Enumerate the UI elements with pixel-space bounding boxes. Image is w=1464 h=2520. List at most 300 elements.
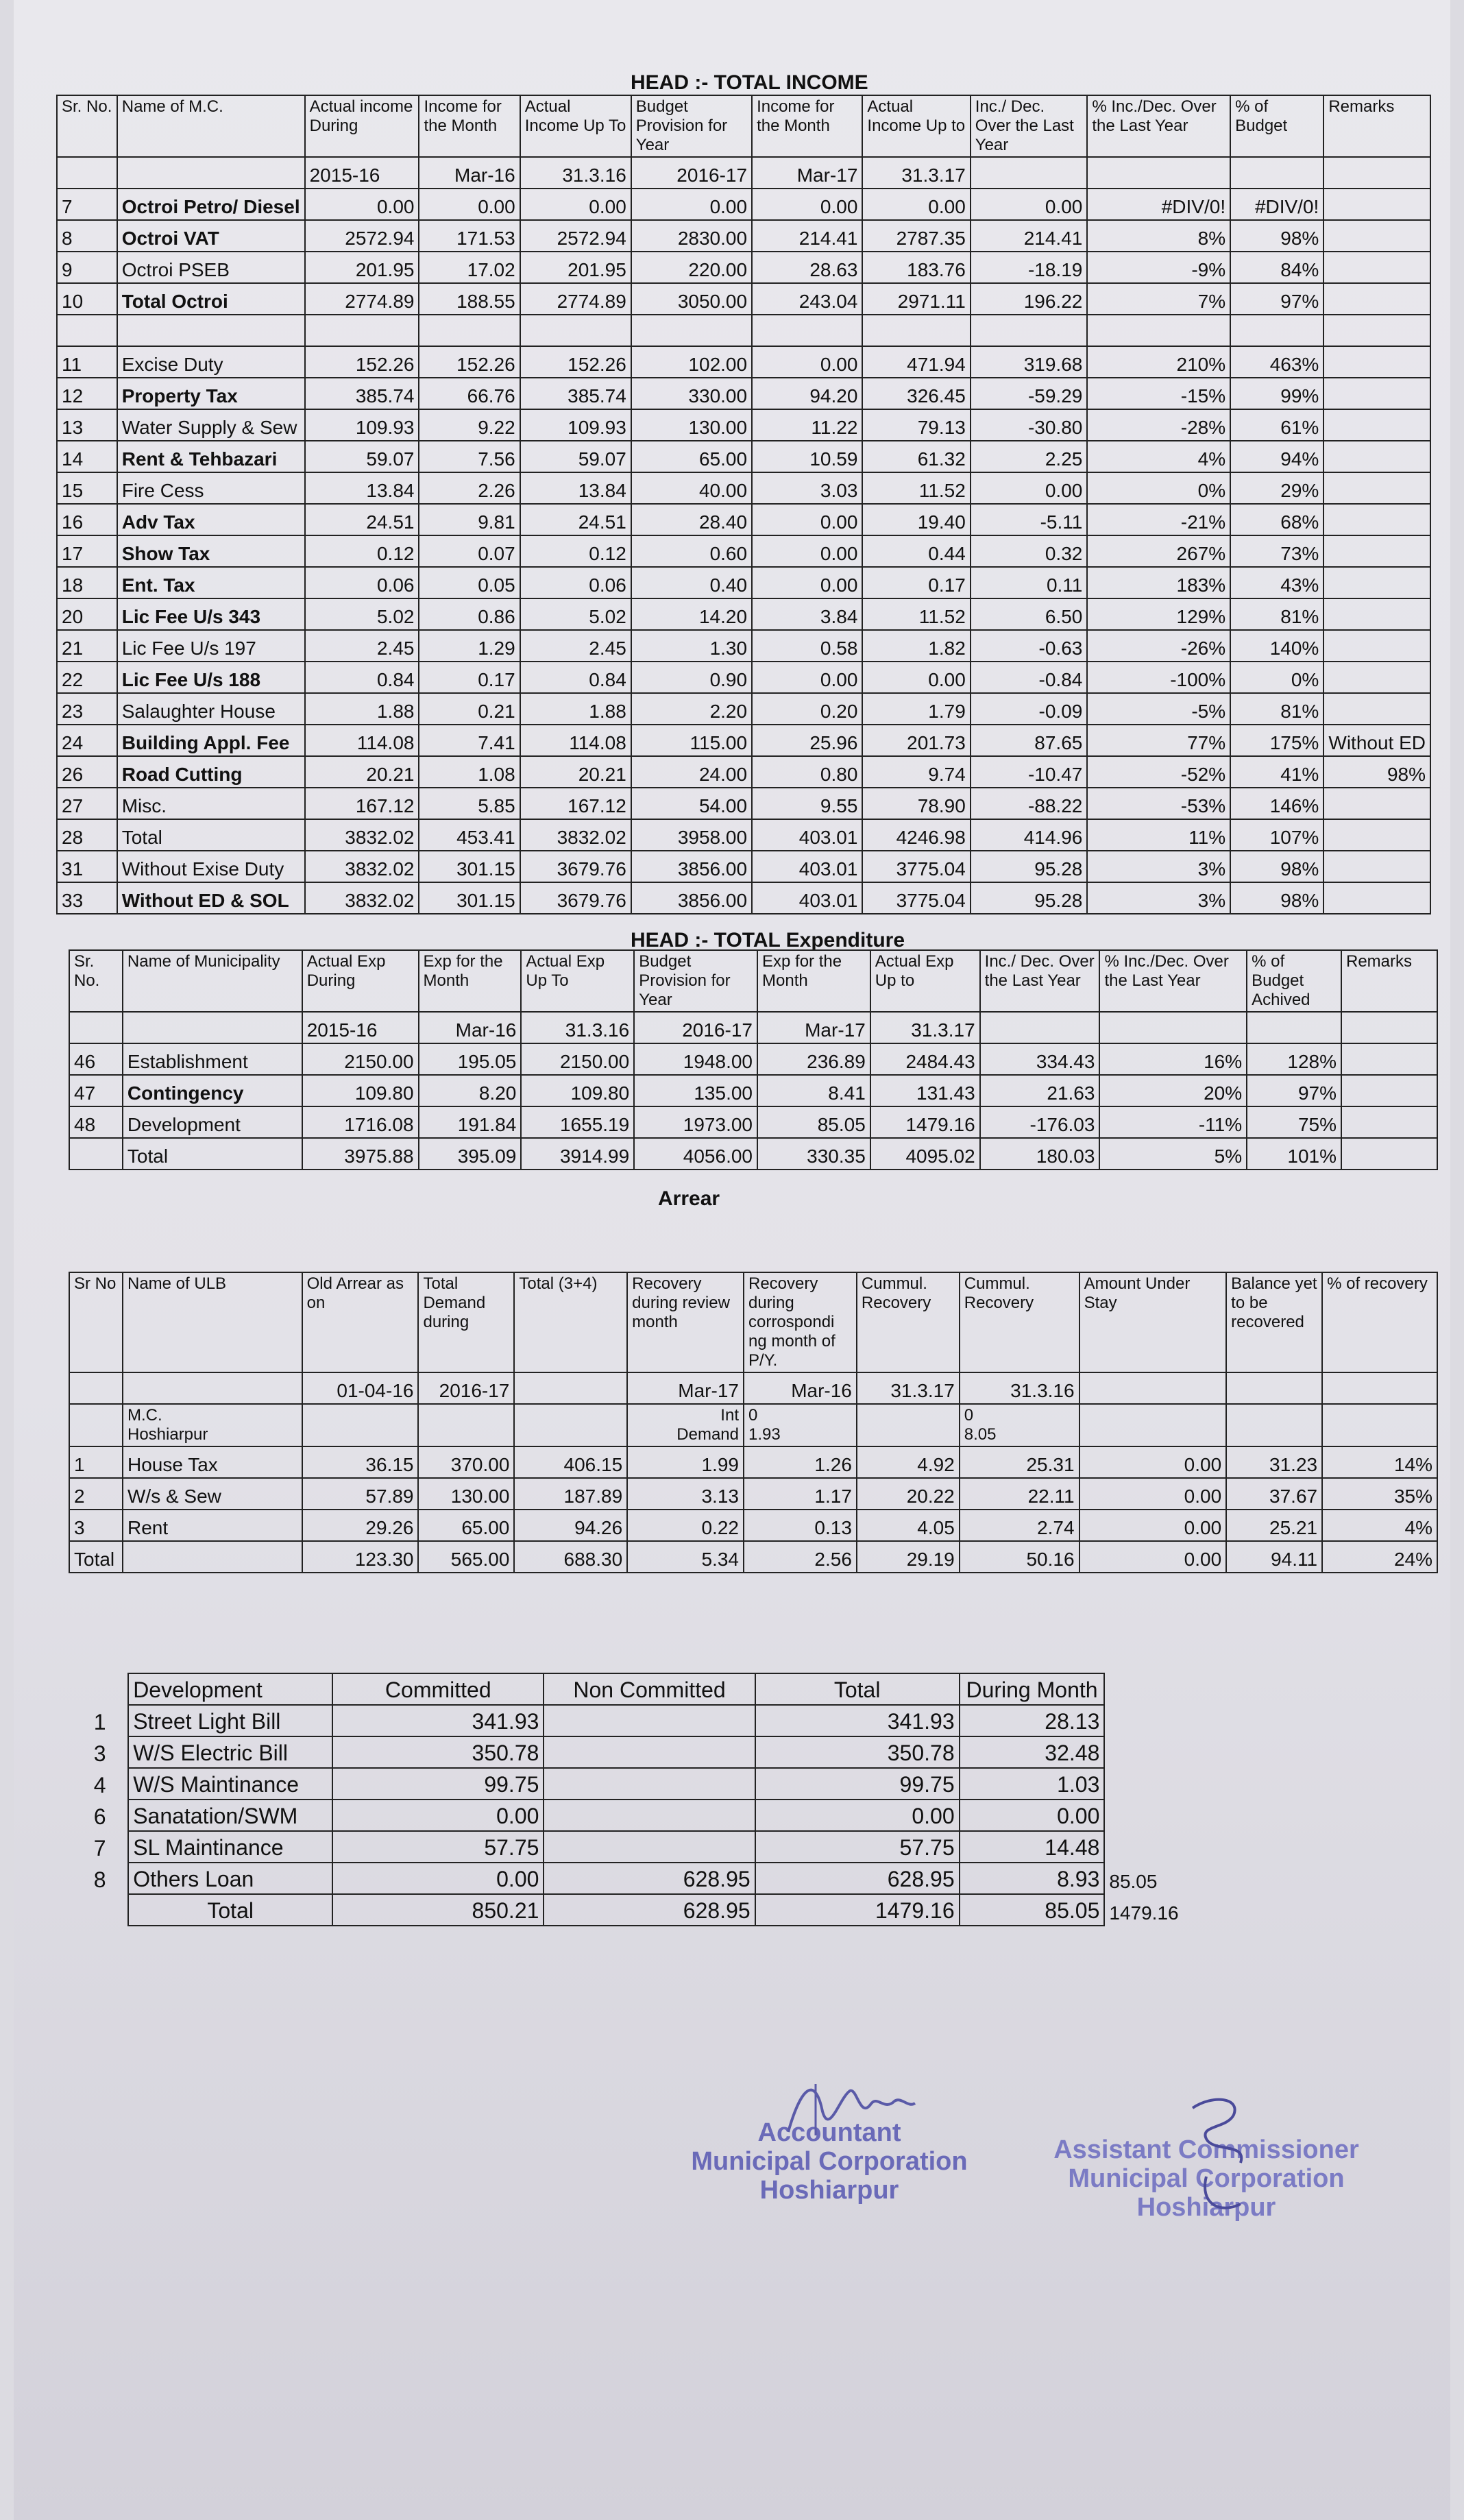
income-cell-9: -21% xyxy=(1087,504,1230,535)
income-cell-9: 4% xyxy=(1087,441,1230,472)
expenditure-header-1: Name of Municipality xyxy=(123,950,302,1012)
income-cell-0: 24 xyxy=(57,725,117,756)
income-cell-2: 109.93 xyxy=(305,409,419,441)
income-cell-7: 0.00 xyxy=(862,189,970,220)
income-row xyxy=(57,283,1430,315)
income-cell-11 xyxy=(1323,472,1430,504)
expenditure-cell-5: 1973.00 xyxy=(634,1106,757,1138)
income-row xyxy=(57,851,1430,882)
income-cell-7: 326.45 xyxy=(862,378,970,409)
income-cell-9: #DIV/0! xyxy=(1087,189,1230,220)
income-subheader-7: 31.3.17 xyxy=(862,157,970,189)
income-row xyxy=(57,409,1430,441)
development-header-3: Total xyxy=(755,1673,960,1705)
income-cell-6: 0.58 xyxy=(752,630,862,662)
income-cell-7: 1.82 xyxy=(862,630,970,662)
expenditure-cell-10: 97% xyxy=(1247,1075,1341,1106)
expenditure-subheader-3: Mar-16 xyxy=(419,1012,522,1043)
arrear-int-label: Int xyxy=(720,1406,739,1425)
arrear-cell-7: 4.05 xyxy=(857,1510,960,1541)
arrear-subheader-3: 2016-17 xyxy=(418,1372,514,1404)
arrear-mc-cell-0 xyxy=(69,1404,123,1446)
arrear-mc-line: M.C. xyxy=(127,1406,162,1425)
income-cell-3: 301.15 xyxy=(419,882,520,914)
arrear-subheader-row xyxy=(69,1372,1437,1404)
income-cell-3: 9.22 xyxy=(419,409,520,441)
income-cell-0: 26 xyxy=(57,756,117,788)
income-cell-6: 403.01 xyxy=(752,819,862,851)
income-cell-3: 1.29 xyxy=(419,630,520,662)
income-cell-6: 0.00 xyxy=(752,567,862,598)
income-cell-7: 3775.04 xyxy=(862,882,970,914)
expenditure-cell-8: -176.03 xyxy=(980,1106,1100,1138)
development-cell-3 xyxy=(544,1705,755,1736)
income-cell-11 xyxy=(1323,409,1430,441)
income-cell-0: 15 xyxy=(57,472,117,504)
development-cell-1: Others Loan xyxy=(128,1863,332,1894)
arrear-cell-2: 36.15 xyxy=(302,1446,419,1478)
development-cell-2: 350.78 xyxy=(332,1736,544,1768)
income-cell-1: Building Appl. Fee xyxy=(117,725,305,756)
income-cell-3 xyxy=(419,315,520,346)
income-cell-11 xyxy=(1323,378,1430,409)
income-cell-9: 129% xyxy=(1087,598,1230,630)
arrear-cell-9: 0.00 xyxy=(1079,1510,1227,1541)
income-header-8: Inc./ Dec. Over the Last Year xyxy=(971,95,1088,157)
income-cell-5: 0.60 xyxy=(631,535,752,567)
development-header-1: Committed xyxy=(332,1673,544,1705)
expenditure-cell-11 xyxy=(1341,1075,1437,1106)
income-cell-1: Property Tax xyxy=(117,378,305,409)
income-cell-9: 77% xyxy=(1087,725,1230,756)
income-subheader-5: 2016-17 xyxy=(631,157,752,189)
development-row xyxy=(72,1705,1196,1736)
commissioner-stamp-line3: Hoshiarpur xyxy=(1136,2193,1276,2222)
income-cell-1: Lic Fee U/s 343 xyxy=(117,598,305,630)
expenditure-cell-7: 4095.02 xyxy=(870,1138,980,1170)
income-cell-6: 11.22 xyxy=(752,409,862,441)
income-cell-7 xyxy=(862,315,970,346)
income-cell-10: 146% xyxy=(1230,788,1323,819)
arrear-cell-3: 65.00 xyxy=(418,1510,514,1541)
income-cell-6: 0.20 xyxy=(752,693,862,725)
accountant-signature-icon xyxy=(774,2070,925,2146)
expenditure-subheader-2: 2015-16 xyxy=(302,1012,419,1043)
income-cell-10: 463% xyxy=(1230,346,1323,378)
income-cell-11 xyxy=(1323,662,1430,693)
expenditure-row xyxy=(69,1106,1437,1138)
arrear-cell-5: 5.34 xyxy=(627,1541,744,1573)
arrear-cell-11: 14% xyxy=(1322,1446,1437,1478)
income-row xyxy=(57,882,1430,914)
income-cell-7: 1.79 xyxy=(862,693,970,725)
development-cell-3 xyxy=(544,1831,755,1863)
development-cell-1: Street Light Bill xyxy=(128,1705,332,1736)
arrear-cell-10: 94.11 xyxy=(1226,1541,1322,1573)
income-cell-2: 20.21 xyxy=(305,756,419,788)
expenditure-header-7: Actual Exp Up to xyxy=(870,950,980,1012)
income-cell-0: 23 xyxy=(57,693,117,725)
arrear-cell-2: 29.26 xyxy=(302,1510,419,1541)
arrear-subheader-11 xyxy=(1322,1372,1437,1404)
income-cell-11 xyxy=(1323,441,1430,472)
income-cell-2: 0.12 xyxy=(305,535,419,567)
income-cell-3: 9.81 xyxy=(419,504,520,535)
development-cell-3 xyxy=(544,1736,755,1768)
income-cell-2: 3832.02 xyxy=(305,882,419,914)
income-cell-9: 267% xyxy=(1087,535,1230,567)
income-cell-9: 183% xyxy=(1087,567,1230,598)
income-cell-8: 6.50 xyxy=(971,598,1088,630)
expenditure-cell-8: 334.43 xyxy=(980,1043,1100,1075)
income-cell-3: 0.00 xyxy=(419,189,520,220)
income-cell-2: 0.84 xyxy=(305,662,419,693)
arrear-cell-8: 2.74 xyxy=(960,1510,1079,1541)
expenditure-header-9: % Inc./Dec. Over the Last Year xyxy=(1099,950,1247,1012)
development-cell-6 xyxy=(1104,1800,1196,1831)
income-cell-0 xyxy=(57,315,117,346)
expenditure-cell-5: 4056.00 xyxy=(634,1138,757,1170)
expenditure-cell-4: 2150.00 xyxy=(521,1043,634,1075)
income-cell-4: 2572.94 xyxy=(520,220,631,252)
expenditure-cell-4: 3914.99 xyxy=(521,1138,634,1170)
income-cell-1: Total Octroi xyxy=(117,283,305,315)
income-cell-0: 22 xyxy=(57,662,117,693)
income-cell-5: 3050.00 xyxy=(631,283,752,315)
income-cell-10 xyxy=(1230,315,1323,346)
expenditure-subheader-4: 31.3.16 xyxy=(521,1012,634,1043)
expenditure-cell-6: 85.05 xyxy=(757,1106,870,1138)
development-header-4: During Month xyxy=(960,1673,1105,1705)
income-cell-0: 14 xyxy=(57,441,117,472)
development-cell-5: 32.48 xyxy=(960,1736,1105,1768)
income-cell-5: 0.00 xyxy=(631,189,752,220)
income-cell-3: 0.05 xyxy=(419,567,520,598)
income-cell-3: 171.53 xyxy=(419,220,520,252)
expenditure-cell-1: Establishment xyxy=(123,1043,302,1075)
development-row xyxy=(72,1800,1196,1831)
development-cell-0: 7 xyxy=(72,1831,128,1863)
development-cell-3: 628.95 xyxy=(544,1894,755,1926)
income-cell-7: 2971.11 xyxy=(862,283,970,315)
income-cell-9: 8% xyxy=(1087,220,1230,252)
arrear-cell-5: 1.99 xyxy=(627,1446,744,1478)
arrear-row xyxy=(69,1541,1437,1573)
development-cell-2: 0.00 xyxy=(332,1863,544,1894)
arrear-cell-6: 2.56 xyxy=(744,1541,857,1573)
income-cell-11 xyxy=(1323,882,1430,914)
arrear-int-label: Demand xyxy=(676,1425,739,1444)
development-cell-4: 57.75 xyxy=(755,1831,960,1863)
arrear-cell-9: 0.00 xyxy=(1079,1478,1227,1510)
arrear-mc-cell-6 xyxy=(744,1404,857,1446)
income-cell-10: 140% xyxy=(1230,630,1323,662)
expenditure-header-row xyxy=(69,950,1437,1012)
income-row xyxy=(57,441,1430,472)
development-cell-5: 1.03 xyxy=(960,1768,1105,1800)
arrear-cell-4: 406.15 xyxy=(514,1446,627,1478)
income-subheader-2: 2015-16 xyxy=(305,157,419,189)
income-cell-1: Adv Tax xyxy=(117,504,305,535)
income-cell-3: 301.15 xyxy=(419,851,520,882)
income-cell-7: 4246.98 xyxy=(862,819,970,851)
income-cell-6: 403.01 xyxy=(752,851,862,882)
income-cell-7: 9.74 xyxy=(862,756,970,788)
income-cell-4: 3679.76 xyxy=(520,851,631,882)
income-row xyxy=(57,346,1430,378)
income-cell-8: -10.47 xyxy=(971,756,1088,788)
income-cell-5: 3856.00 xyxy=(631,882,752,914)
income-cell-6: 0.00 xyxy=(752,662,862,693)
income-cell-10: 94% xyxy=(1230,441,1323,472)
income-row xyxy=(57,378,1430,409)
income-cell-2: 3832.02 xyxy=(305,819,419,851)
income-cell-5: 0.40 xyxy=(631,567,752,598)
expenditure-cell-7: 2484.43 xyxy=(870,1043,980,1075)
income-cell-11 xyxy=(1323,598,1430,630)
income-cell-3: 152.26 xyxy=(419,346,520,378)
arrear-mc-cell-3 xyxy=(418,1404,514,1446)
income-cell-0: 9 xyxy=(57,252,117,283)
arrear-cell-1 xyxy=(123,1541,302,1573)
document-page xyxy=(14,0,1450,2520)
accountant-stamp-line1: Accountant xyxy=(757,2118,901,2147)
income-cell-1: Fire Cess xyxy=(117,472,305,504)
income-cell-6: 403.01 xyxy=(752,882,862,914)
income-cell-7: 0.44 xyxy=(862,535,970,567)
arrear-header-8: Cummul. Recovery xyxy=(960,1272,1079,1372)
arrear-header-0: Sr No xyxy=(69,1272,123,1372)
income-cell-1: Without Exise Duty xyxy=(117,851,305,882)
income-cell-4: 167.12 xyxy=(520,788,631,819)
arrear-cell-11: 35% xyxy=(1322,1478,1437,1510)
income-cell-9: -26% xyxy=(1087,630,1230,662)
expenditure-cell-6: 8.41 xyxy=(757,1075,870,1106)
income-cell-10: 81% xyxy=(1230,693,1323,725)
income-cell-8: 0.11 xyxy=(971,567,1088,598)
arrear-header-1: Name of ULB xyxy=(123,1272,302,1372)
income-cell-11 xyxy=(1323,535,1430,567)
development-cell-6 xyxy=(1104,1705,1196,1736)
expenditure-cell-7: 1479.16 xyxy=(870,1106,980,1138)
income-row xyxy=(57,315,1430,346)
income-cell-4: 0.00 xyxy=(520,189,631,220)
expenditure-cell-9: 20% xyxy=(1099,1075,1247,1106)
arrear-header-9: Amount Under Stay xyxy=(1079,1272,1227,1372)
expenditure-header-0: Sr. No. xyxy=(69,950,123,1012)
income-cell-8: -0.63 xyxy=(971,630,1088,662)
expenditure-cell-9: 16% xyxy=(1099,1043,1247,1075)
income-cell-9: -52% xyxy=(1087,756,1230,788)
income-row xyxy=(57,252,1430,283)
income-cell-10: 107% xyxy=(1230,819,1323,851)
income-cell-4: 3832.02 xyxy=(520,819,631,851)
arrear-header-3: Total Demand during xyxy=(418,1272,514,1372)
accountant-stamp-line3: Hoshiarpur xyxy=(759,2176,899,2205)
income-cell-10: 29% xyxy=(1230,472,1323,504)
arrear-mc-line: Hoshiarpur xyxy=(127,1425,208,1444)
income-cell-2: 5.02 xyxy=(305,598,419,630)
income-cell-4: 2774.89 xyxy=(520,283,631,315)
development-cell-4: 0.00 xyxy=(755,1800,960,1831)
income-header-3: Income for the Month xyxy=(419,95,520,157)
income-cell-4: 1.88 xyxy=(520,693,631,725)
expenditure-cell-8: 21.63 xyxy=(980,1075,1100,1106)
development-cell-0: 6 xyxy=(72,1800,128,1831)
income-subheader-9 xyxy=(1087,157,1230,189)
income-cell-5: 28.40 xyxy=(631,504,752,535)
arrear-cell-8: 22.11 xyxy=(960,1478,1079,1510)
development-cell-6 xyxy=(1104,1831,1196,1863)
arrear-cell-3: 370.00 xyxy=(418,1446,514,1478)
arrear-mc-cell-9 xyxy=(1079,1404,1227,1446)
income-cell-6: 3.03 xyxy=(752,472,862,504)
arrear-cell-0: Total xyxy=(69,1541,123,1573)
development-cell-6: 1479.16 xyxy=(1109,1902,1179,1924)
income-subheader-0 xyxy=(57,157,117,189)
development-cell-1: SL Maintinance xyxy=(128,1831,332,1863)
accountant-stamp xyxy=(651,2118,1008,2205)
income-cell-7: 183.76 xyxy=(862,252,970,283)
arrear-mc-cell-4 xyxy=(514,1404,627,1446)
expenditure-subheader-0 xyxy=(69,1012,123,1043)
arrear-cell-5: 0.22 xyxy=(627,1510,744,1541)
arrear-cell-8: 50.16 xyxy=(960,1541,1079,1573)
income-cell-4: 385.74 xyxy=(520,378,631,409)
income-cell-6: 0.00 xyxy=(752,346,862,378)
income-cell-6: 0.80 xyxy=(752,756,862,788)
income-cell-7: 471.94 xyxy=(862,346,970,378)
income-cell-9: -9% xyxy=(1087,252,1230,283)
expenditure-cell-1: Development xyxy=(123,1106,302,1138)
income-cell-0: 18 xyxy=(57,567,117,598)
income-cell-5: 3958.00 xyxy=(631,819,752,851)
expenditure-cell-11 xyxy=(1341,1106,1437,1138)
income-cell-4: 3679.76 xyxy=(520,882,631,914)
development-cell-2: 0.00 xyxy=(332,1800,544,1831)
income-cell-1: Octroi PSEB xyxy=(117,252,305,283)
income-cell-2: 1.88 xyxy=(305,693,419,725)
income-cell-10: 81% xyxy=(1230,598,1323,630)
income-cell-3: 5.85 xyxy=(419,788,520,819)
income-cell-8: 214.41 xyxy=(971,220,1088,252)
development-row xyxy=(72,1831,1196,1863)
arrear-header-6: Recovery during corrospondi ng month of P/Y. xyxy=(744,1272,857,1372)
arrear-cell-3: 565.00 xyxy=(418,1541,514,1573)
income-cell-4: 0.12 xyxy=(520,535,631,567)
income-cell-8: -59.29 xyxy=(971,378,1088,409)
arrear-int-value: 0 xyxy=(964,1406,974,1425)
arrear-mc-cell-7 xyxy=(857,1404,960,1446)
arrear-cell-8: 25.31 xyxy=(960,1446,1079,1478)
income-cell-1 xyxy=(117,315,305,346)
income-cell-9 xyxy=(1087,315,1230,346)
income-cell-5: 14.20 xyxy=(631,598,752,630)
income-cell-5: 2.20 xyxy=(631,693,752,725)
income-header-6: Income for the Month xyxy=(752,95,862,157)
income-header-9: % Inc./Dec. Over the Last Year xyxy=(1087,95,1230,157)
income-cell-0: 11 xyxy=(57,346,117,378)
income-header-5: Budget Provision for Year xyxy=(631,95,752,157)
income-cell-7: 3775.04 xyxy=(862,851,970,882)
income-cell-4: 13.84 xyxy=(520,472,631,504)
expenditure-cell-9: -11% xyxy=(1099,1106,1247,1138)
income-cell-4: 59.07 xyxy=(520,441,631,472)
expenditure-subheader-5: 2016-17 xyxy=(634,1012,757,1043)
income-cell-8: -0.09 xyxy=(971,693,1088,725)
development-header-tail xyxy=(1104,1673,1196,1705)
expenditure-cell-5: 1948.00 xyxy=(634,1043,757,1075)
arrear-cell-1: House Tax xyxy=(123,1446,302,1478)
income-cell-5: 0.90 xyxy=(631,662,752,693)
expenditure-cell-3: 8.20 xyxy=(419,1075,522,1106)
arrear-table xyxy=(69,1272,1438,1573)
income-cell-1: Rent & Tehbazari xyxy=(117,441,305,472)
expenditure-row xyxy=(69,1138,1437,1170)
expenditure-table xyxy=(69,949,1438,1170)
income-subheader-1 xyxy=(117,157,305,189)
arrear-cell-4: 688.30 xyxy=(514,1541,627,1573)
development-cell-5: 0.00 xyxy=(960,1800,1105,1831)
arrear-subheader-4 xyxy=(514,1372,627,1404)
expenditure-cell-1: Total xyxy=(123,1138,302,1170)
arrear-mc-cell-1 xyxy=(123,1404,302,1446)
income-cell-6 xyxy=(752,315,862,346)
income-cell-10: 98% xyxy=(1230,882,1323,914)
income-cell-4: 0.84 xyxy=(520,662,631,693)
expenditure-cell-4: 109.80 xyxy=(521,1075,634,1106)
income-row xyxy=(57,567,1430,598)
income-cell-7: 0.17 xyxy=(862,567,970,598)
arrear-cell-2: 57.89 xyxy=(302,1478,419,1510)
income-cell-7: 2787.35 xyxy=(862,220,970,252)
income-cell-8: 319.68 xyxy=(971,346,1088,378)
arrear-cell-6: 1.17 xyxy=(744,1478,857,1510)
arrear-cell-9: 0.00 xyxy=(1079,1541,1227,1573)
arrear-mc-cell-2 xyxy=(302,1404,419,1446)
income-cell-5: 330.00 xyxy=(631,378,752,409)
income-cell-1: Misc. xyxy=(117,788,305,819)
income-cell-4: 109.93 xyxy=(520,409,631,441)
income-cell-5: 65.00 xyxy=(631,441,752,472)
income-title: HEAD :- TOTAL INCOME xyxy=(631,71,868,94)
expenditure-header-11: Remarks xyxy=(1341,950,1437,1012)
expenditure-cell-0: 46 xyxy=(69,1043,123,1075)
income-cell-10: 84% xyxy=(1230,252,1323,283)
commissioner-signature-icon xyxy=(1165,2087,1282,2225)
income-cell-3: 66.76 xyxy=(419,378,520,409)
income-cell-11 xyxy=(1323,315,1430,346)
development-cell-0 xyxy=(72,1894,128,1926)
income-cell-2: 13.84 xyxy=(305,472,419,504)
income-row xyxy=(57,756,1430,788)
expenditure-cell-7: 131.43 xyxy=(870,1075,980,1106)
development-cell-1: W/S Electric Bill xyxy=(128,1736,332,1768)
expenditure-header-10: % of Budget Achived xyxy=(1247,950,1341,1012)
expenditure-cell-2: 3975.88 xyxy=(302,1138,419,1170)
income-cell-1: Ent. Tax xyxy=(117,567,305,598)
accountant-stamp-line2: Municipal Corporation xyxy=(691,2147,968,2176)
arrear-cell-7: 20.22 xyxy=(857,1478,960,1510)
income-cell-4: 5.02 xyxy=(520,598,631,630)
arrear-cell-9: 0.00 xyxy=(1079,1446,1227,1478)
income-cell-1: Lic Fee U/s 197 xyxy=(117,630,305,662)
income-cell-8: 87.65 xyxy=(971,725,1088,756)
income-cell-3: 7.56 xyxy=(419,441,520,472)
income-cell-5: 102.00 xyxy=(631,346,752,378)
income-cell-4: 152.26 xyxy=(520,346,631,378)
income-cell-0: 12 xyxy=(57,378,117,409)
